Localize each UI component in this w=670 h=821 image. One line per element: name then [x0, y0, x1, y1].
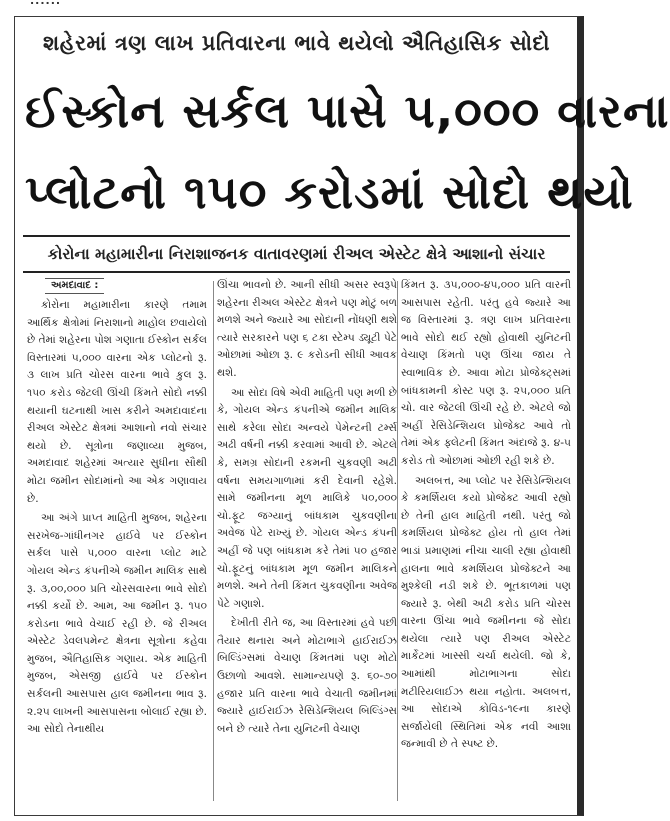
article-subheadline: કોરોના મહામારીના નિરાશાજનક વાતાવરણમાં રીઅલ એસ્ટેટ ક્ષેત્રે આશાનો સંચાર	[47, 245, 546, 263]
paragraph: ઊંચા ભાવનો છે. આની સીધી અસર સ્વરૂપે શહેરના રીઅલ એસ્ટેટ ક્ષેત્રને પણ મોટું બળ મળશે અને જ્યારે આ સોદાની નોંધણી થશે ત્યારે સરકારને પણ ૬ ટકા સ્ટેમ્પ ડ્યૂટી પેટે ઓછામાં ઓછા રૂ. ૯ કરોડની સીધી આવક થશે.	[217, 279, 397, 379]
news-article	[14, 16, 670, 816]
divider-top	[23, 235, 570, 237]
masthead-fragment	[0, 0, 599, 12]
text-column-1	[27, 277, 207, 809]
dateline: અમદાવાદ :	[45, 278, 104, 294]
paragraph: કોરોના મહામારીના કારણે તમામ આર્થિક ક્ષેત્રોમાં નિરાશાનો માહોલ છવાયેલો છે તેમાં શહેરના પોશ ગણાતા ઈસ્કોન સર્કલ વિસ્તારમાં ૫,૦૦૦ વારના એક પ્લોટનો રૂ. ૩ લાખ પ્રતિ ચોરસ વારના ભાવે કુલ રૂ. ૧૫૦ કરોડ જેટલી ઊંચી કિંમતે સોદો નક્કી થયાની ઘટનાથી ખાસ કરીને અમદાવાદના રીઅલ એસ્ટેટ ક્ષેત્રમાં આશાનો નવો સંચાર થયો છે. સૂત્રોના જણાવ્યા મુજબ, અમદાવાદ શહેરમાં અત્યાર સુધીના સૌથી મોટા જમીન સોદામાંનો આ એક ગણાવાય છે.	[27, 299, 207, 505]
paragraph: કિંમત રૂ. ૩૫,૦૦૦-૪૫,૦૦૦ પ્રતિ વારની આસપાસ રહેતી. પરંતુ હવે જ્યારે આ જ વિસ્તારમાં રૂ. ત્રણ લાખ પ્રતિવારના ભાવે સોદો થઈ રહ્યો હોવાથી યુનિટની વેચાણ કિંમતો પણ ઊંચા જાય તે સ્વાભાવિક છે. આવા મોટા પ્રોજેક્ટ્સમાં બાંધકામની કોસ્ટ પણ રૂ. ૨૫,૦૦૦ પ્રતિ ચો. વાર જેટલી ઊંચી રહે છે. એટલે જો અહીં રેસિડેન્શિયલ પ્રોજેક્ટ આવે તો તેમાં એક ફ્લેટની કિંમત અંદાજે રૂ. ૪-૫ કરોડ તો ઓછામાં ઓછી રહી શકે છે.	[401, 279, 571, 467]
text-column-3	[401, 277, 571, 809]
headline-line-2: પ્લોટનો ૧૫૦ કરોડમાં સોદો થયો	[25, 165, 634, 219]
paragraph: અલબત્ત, આ પ્લોટ પર રેસિડેન્શિયલ કે કમર્શિયલ કયો પ્રોજેક્ટ આવી રહ્યો છે તેની હાલ માહિતી નથી. પરંતુ જો કમર્શિયલ પ્રોજેક્ટ હોય તો હાલ તેમાં ભાડાં પ્રમાણમાં નીચા ચાલી રહ્યા હોવાથી હાલના ભાવે કમર્શિયલ પ્રોજેક્ટને આ મુશ્કેલી નડી શકે છે. ભૂતકાળમાં પણ જ્યારે રૂ. બેથી અઢી કરોડ પ્રતિ ચોરસ વારના ઊંચા ભાવે જમીનના જે સોદા થયેલા ત્યારે પણ રીઅલ એસ્ટેટ માર્કેટમાં ખાસ્સી ચર્ચા થયેલી. જો કે, આમાંથી મોટાભાગના સોદા મટીરિયલાઈઝ થયા નહોતા. અલબત્ત, આ સોદાએ કોવિડ-૧૯ના કારણે સર્જાયેલી સ્થિતિમાં એક નવી આશા જન્માવી છે તે સ્પષ્ટ છે.	[401, 474, 571, 751]
headline-line-1: ઈસ્કોન સર્કલ પાસે ૫,૦૦૦ વારના	[25, 84, 670, 138]
divider-bottom	[23, 271, 570, 273]
paragraph: આ સોદા વિષે એવી માહિતી પણ મળી છે કે, ગોયલ એન્ડ કંપનીએ જમીન માલિક સાથે કરેલા સોદા અન્વયે પેમેન્ટની ટર્મ્સ અઢી વર્ષની નક્કી કરવામાં આવી છે. એટલે કે, સમગ્ર સોદાની રકમની ચુકવણી અઢી વર્ષના સમયગાળામાં કરી દેવાની રહેશે. સામે જમીનના મૂળ માલિકે ૫૦,૦૦૦ ચો.ફૂટ જગ્યાનું બાંધકામ ચુકવણીના અવેજ પેટે રાખ્યું છે. ગોયલ એન્ડ કંપની અહીં જે પણ બાંધકામ કરે તેમાં ૫૦ હજાર ચો.ફૂટનું બાંધકામ મૂળ જમીન માલિકને મળશે. અને તેની કિંમત ચુકવણીના અવેજ પેટે ગણાશે.	[217, 386, 397, 610]
column-divider	[213, 281, 214, 801]
article-body	[21, 277, 576, 809]
article-kicker: શહેરમાં ત્રણ લાખ પ્રતિવારના ભાવે થયેલો ઐતિહાસિક સોદો	[43, 31, 550, 55]
text-column-2	[217, 277, 397, 809]
column-divider	[397, 281, 398, 801]
masthead-text: ......	[30, 0, 62, 7]
paragraph: દેખીતી રીતે જ, આ વિસ્તારમાં હવે પછી તૈયાર થનારા અને મોટાભાગે હાઈરાઈઝ બિલ્ડિંગ્સમાં વેચાણ કિંમતમાં પણ મોટો ઉછાળો આવશે. સામાન્યપણે રૂ. ૬૦-૭૦ હજાર પ્રતિ વારના ભાવે વેચાતી જમીનમાં જ્યારે હાઈરાઈઝ રેસિડેન્શિયલ બિલ્ડિંગ્સ બને છે ત્યારે તેના યુનિટની વેચાણ	[217, 617, 397, 735]
paragraph: આ અંગે પ્રાપ્ત માહિતી મુજબ, શહેરના સરખેજ-ગાંધીનગર હાઈવે પર ઈસ્કોન સર્કલ પાસે ૫,૦૦૦ વારના પ્લોટ માટે ગોયલ એન્ડ કંપનીએ જમીન માલિક સાથે રૂ. ૩,૦૦,૦૦૦ પ્રતિ ચોરસવારના ભાવે સોદો નક્કી કર્યો છે. આમ, આ જમીન રૂ. ૧૫૦ કરોડના ભાવે વેચાઈ રહી છે. જે રીઅલ એસ્ટેટ ડેવલપમેન્ટ ક્ષેત્રના સૂત્રોના કહેવા મુજબ, ઐતિહાસિક ગણાય. એક માહિતી મુજબ, એસજી હાઈવે પર ઈસ્કોન સર્કલની આસપાસ હાલ જમીનના ભાવ રૂ. ૨.૨૫ લાખની આસપાસના બોલાઈ રહ્યા છે. આ સોદો તેનાથીય	[27, 512, 207, 736]
